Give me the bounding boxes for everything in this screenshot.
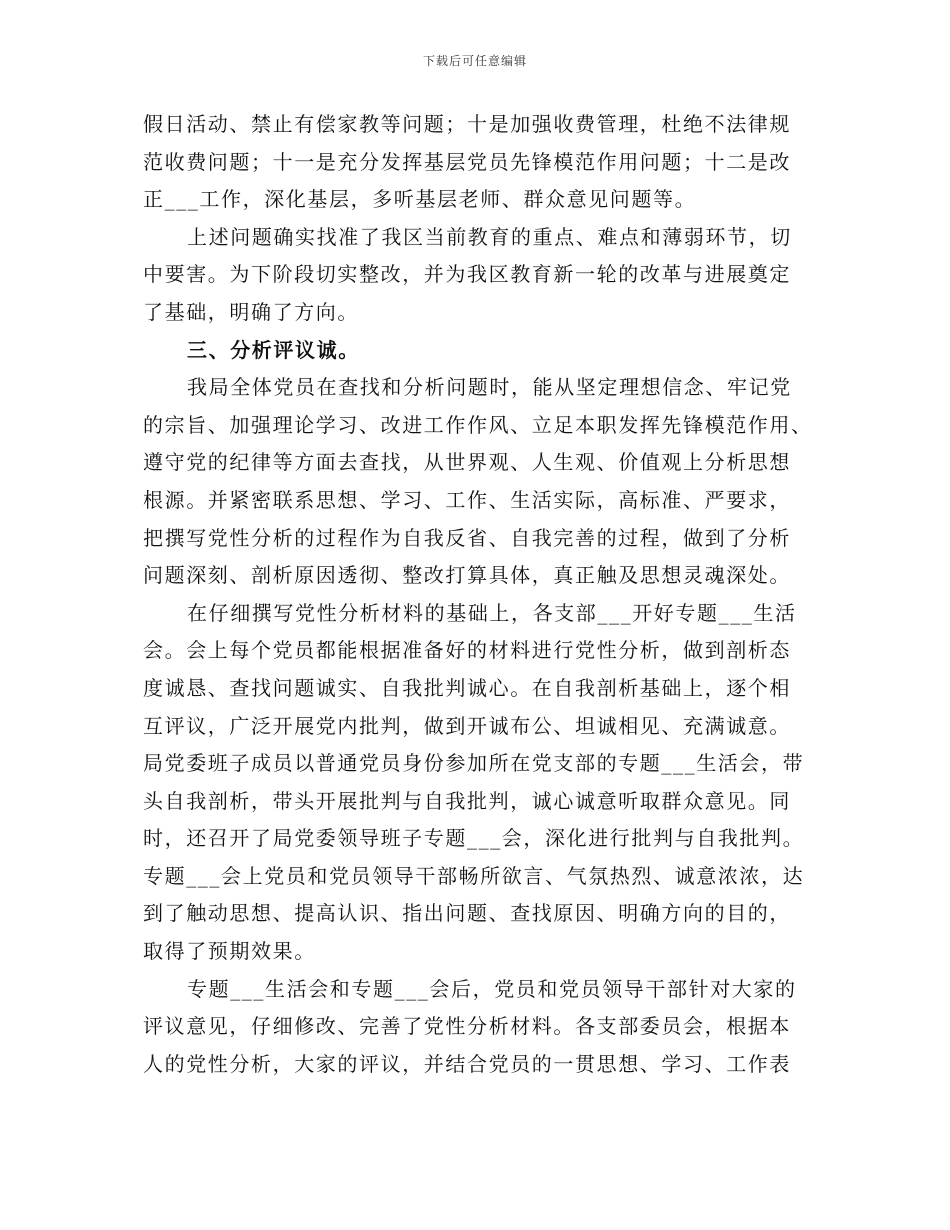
text-line: 取得了预期效果。 — [143, 939, 316, 964]
text-line: 互评议，广泛开展党内批判，做到开诚布公、坦诚相见、充满诚意。 — [143, 713, 791, 738]
text-line: 上述问题确实找准了我区当前教育的重点、难点和薄弱环节，切 — [187, 224, 792, 249]
text-line: 专题___生活会和专题___会后，党员和党员领导干部针对大家的 — [187, 976, 797, 1001]
text-line: 正___工作，深化基层，多听基层老师、群众意见问题等。 — [143, 187, 697, 212]
text-line: 时，还召开了局党委领导班子专题___会，深化进行批判与自我批判。 — [143, 826, 805, 851]
text-line: 人的党性分析，大家的评议，并结合党员的一贯思想、学习、工作表 — [143, 1051, 791, 1076]
text-line: 局党委班子成员以普通党员身份参加所在党支部的专题___生活会，带 — [143, 751, 805, 776]
page-header: 下载后可任意编辑 — [422, 54, 527, 68]
text-line: 在仔细撰写党性分析材料的基础上，各支部___开好专题___生活 — [187, 600, 797, 625]
text-line: 我局全体党员在查找和分析问题时，能从坚定理想信念、牢记党 — [187, 375, 792, 400]
text-line: 假日活动、禁止有偿家教等问题；十是加强收费管理，杜绝不法律规 — [143, 112, 791, 136]
text-line: 度诚恳、查找问题诚实、自我批判诚心。在自我剖析基础上，逐个相 — [143, 675, 791, 700]
section-heading: 三、分析评议诚。 — [187, 337, 360, 362]
document-body — [143, 106, 833, 1083]
text-line: 的宗旨、加强理论学习、改进工作作风、立足本职发挥先锋模范作用、 — [143, 412, 813, 437]
text-line: 问题深刻、剖析原因透彻、整改打算具体，真正触及思想灵魂深处。 — [143, 563, 791, 588]
text-line: 把撰写党性分析的过程作为自我反省、自我完善的过程，做到了分析 — [143, 525, 791, 550]
text-line: 专题___会上党员和党员领导干部畅所欲言、气氛热烈、诚意浓浓，达 — [143, 863, 805, 888]
text-line: 头自我剖析，带头开展批判与自我批判，诚心诚意听取群众意见。同 — [143, 788, 791, 813]
text-line: 遵守党的纪律等方面去查找，从世界观、人生观、价值观上分析思想 — [143, 450, 791, 475]
text-line: 了基础，明确了方向。 — [143, 299, 359, 324]
text-line: 会。会上每个党员都能根据准备好的材料进行党性分析，做到剖析态 — [143, 638, 791, 663]
text-line: 范收费问题；十一是充分发挥基层党员先锋模范作用问题；十二是改 — [143, 149, 791, 174]
text-line: 到了触动思想、提高认识、指出问题、查找原因、明确方向的目的， — [143, 901, 791, 926]
text-line: 评议意见，仔细修改、完善了党性分析材料。各支部委员会，根据本 — [143, 1014, 791, 1039]
text-line: 中要害。为下阶段切实整改，并为我区教育新一轮的改革与进展奠定 — [143, 262, 791, 287]
text-line: 根源。并紧密联系思想、学习、工作、生活实际，高标准、严要求， — [143, 487, 791, 512]
